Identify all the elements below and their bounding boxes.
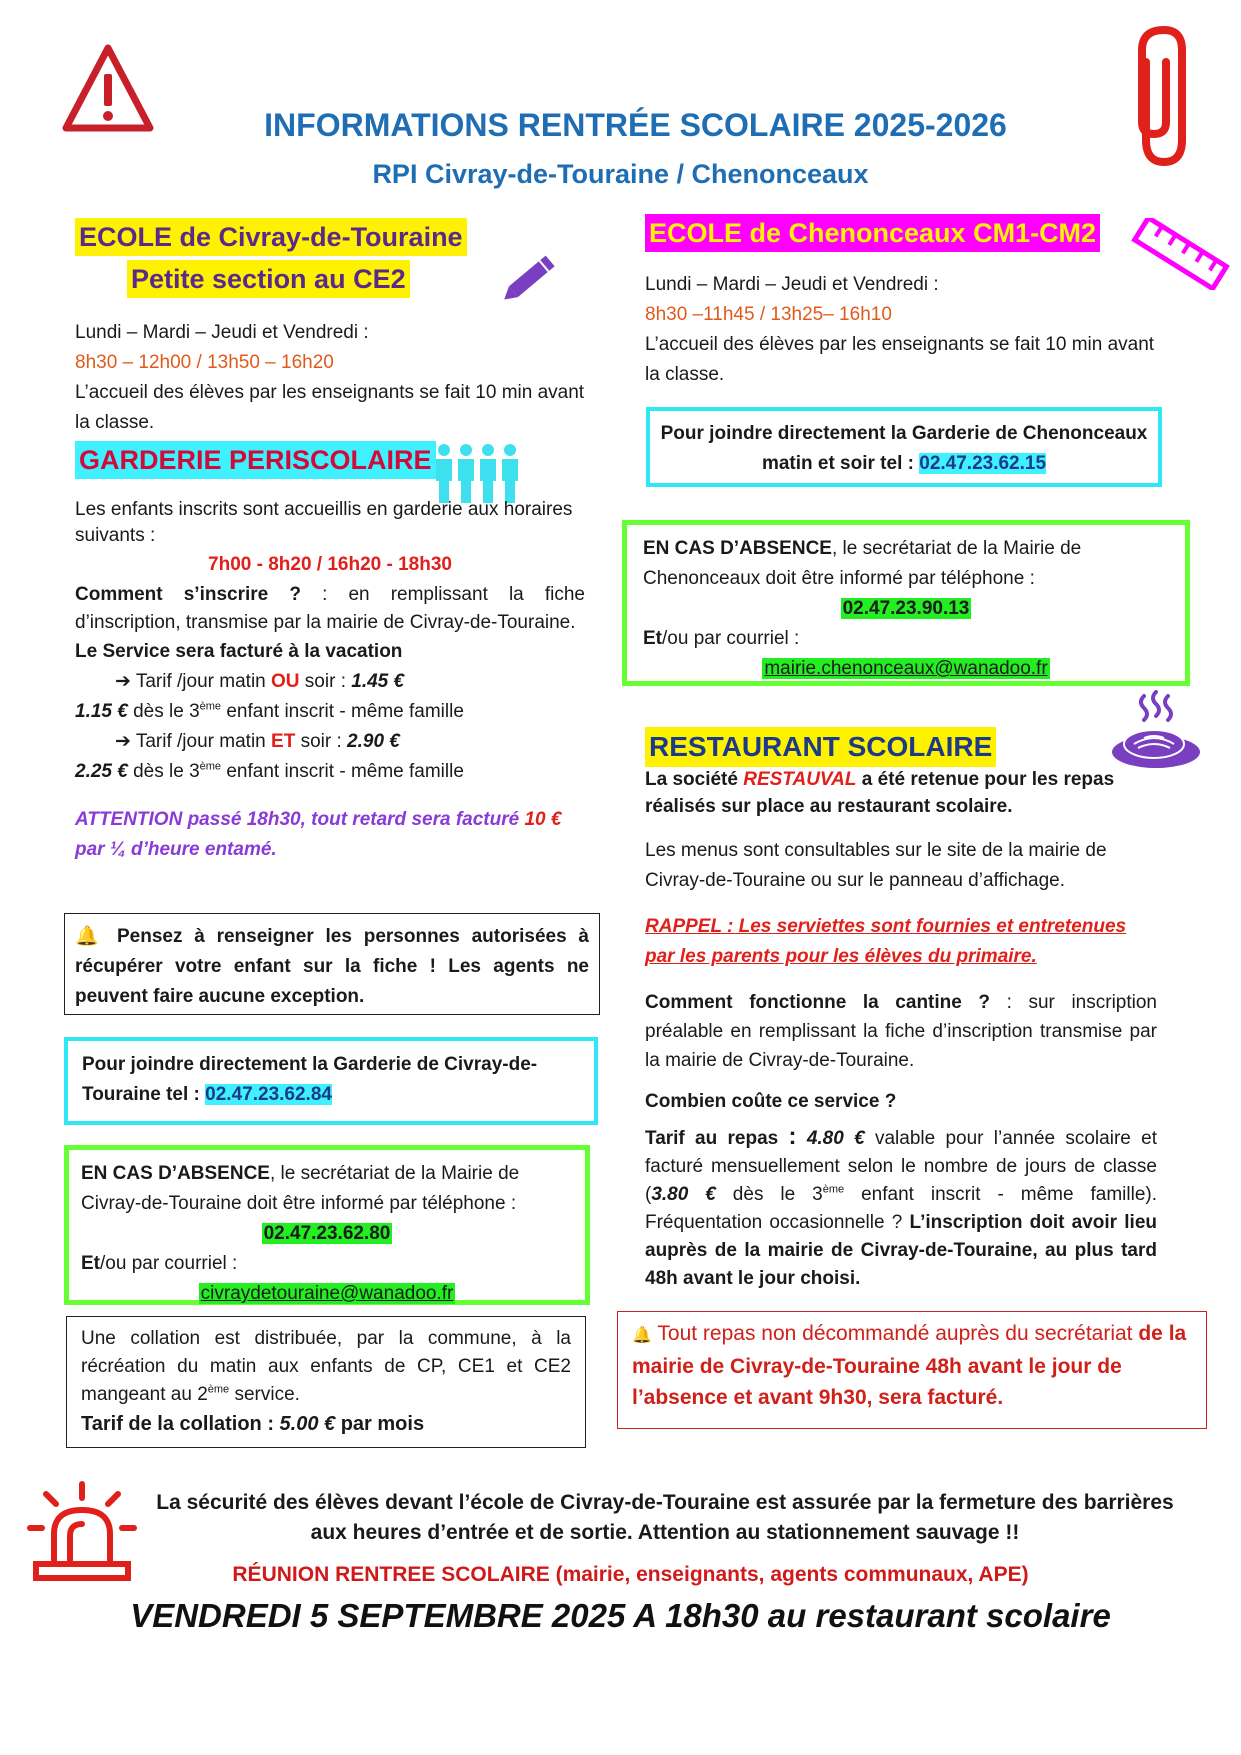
food-icon: [1108, 690, 1202, 770]
chenonceaux-absence-phone[interactable]: 02.47.23.90.13: [842, 598, 970, 619]
authorized-persons-text: Pensez à renseigner les personnes autorisées à récupérer votre enfant sur la fiche ! Les agents ne peuvent faire aucune exception.: [75, 926, 589, 1007]
collation-text: Une collation est distribuée, par la commune, à la récréation du matin aux enfants de CP, CE1 et CE2 mangeant au 2: [81, 1328, 571, 1405]
restaurant-company-pre: La société: [645, 769, 744, 790]
chenonceaux-days: Lundi – Mardi – Jeudi et Vendredi :: [645, 274, 939, 295]
page-title: INFORMATIONS RENTRÉE SCOLAIRE 2025-2026: [264, 107, 1007, 143]
civray-welcome: L’accueil des élèves par les enseignants se fait 10 min avant la classe.: [75, 382, 585, 433]
collation-sup: ème: [207, 1383, 230, 1396]
civray-garderie-contact: [64, 1037, 598, 1125]
attention-text: ATTENTION passé 18h30, tout retard sera facturé: [75, 809, 525, 830]
garderie-intro: Les enfants inscrits sont accueillis en garderie aux horaires suivants :: [75, 499, 573, 546]
chenonceaux-absence-text: , le secrétariat de la Mairie de Chenonceaux doit être informé par téléphone :: [643, 538, 1082, 589]
cantine-cost-question: Combien coûte ce service ?: [645, 1091, 897, 1112]
chenonceaux-garderie-phone[interactable]: 02.47.23.62.15: [919, 453, 1047, 474]
security-line1: La sécurité des élèves devant l’école de Civray-de-Touraine est assurée par la fermeture des barrières: [156, 1491, 1174, 1514]
collation-tarif-label: Tarif de la collation :: [81, 1413, 280, 1435]
civray-garderie-text: Pour joindre directement la Garderie de Civray-de-Touraine tel :: [82, 1054, 538, 1105]
cantine-tarif-bold: L’inscription doit avoir lieu auprès de la mairie de Civray-de-Touraine, au plus tard 48h avant le jour choisi.: [645, 1212, 1157, 1289]
chenonceaux-absence-label: EN CAS D’ABSENCE: [643, 538, 832, 559]
arrow-right-icon: ➔: [115, 731, 136, 752]
civray-school-subheading: Petite section au CE2: [127, 260, 410, 298]
attention-post: par ¼ d’heure entamé.: [75, 839, 277, 860]
civray-garderie-phone[interactable]: 02.47.23.62.84: [205, 1084, 332, 1105]
page-subtitle: RPI Civray-de-Touraine / Chenonceaux: [372, 159, 869, 189]
meeting-date: VENDREDI 5 SEPTEMBRE 2025 A 18h30 au restaurant scolaire: [130, 1597, 1111, 1634]
garderie-billing: Le Service sera facturé à la vacation: [75, 641, 403, 662]
cantine-tarif-price: 4.80 €: [806, 1128, 865, 1149]
chenonceaux-email-label-b: Et: [643, 628, 662, 649]
civray-days: Lundi – Mardi – Jeudi et Vendredi :: [75, 322, 369, 343]
garderie-how-text: : en remplissant la fiche d’inscription, transmise par la mairie de Civray-de-Touraine.: [75, 584, 585, 633]
chenonceaux-email-link[interactable]: mairie.chenonceaux@wanadoo.fr: [764, 658, 1048, 679]
cantine-tarif-text3: enfant inscrit - même famille). Fréquentation occasionnelle ?: [645, 1184, 1157, 1233]
collation-box: [66, 1316, 586, 1448]
chenonceaux-absence-box: [622, 520, 1190, 686]
meeting-line: RÉUNION RENTREE SCOLAIRE (mairie, enseignants, agents communaux, APE): [232, 1563, 1029, 1586]
attention-price: 10 €: [524, 809, 562, 830]
pencil-icon: [500, 248, 562, 306]
rappel-line2: par les parents pour les élèves du primaire.: [645, 946, 1037, 967]
tarif1-ou: OU: [271, 671, 300, 692]
garderie-hours: 7h00 - 8h20 / 16h20 - 18h30: [208, 554, 452, 575]
bell-icon: 🔔: [632, 1327, 652, 1344]
collation-post: service.: [229, 1384, 300, 1405]
tarif1b-price: 1.15 €: [75, 701, 128, 722]
cantine-tarif-text2: dès le 3: [715, 1184, 823, 1205]
cantine-tarif-label: Tarif au repas: [645, 1128, 789, 1149]
tarif1b-sup: ème: [199, 700, 222, 713]
cantine-tarif-price2: 3.80 €: [651, 1184, 716, 1205]
garderie-how-label: Comment s’inscrire ?: [75, 584, 301, 605]
cantine-tarif-colon: :: [788, 1123, 797, 1150]
garderie-heading: GARDERIE PERISCOLAIRE: [75, 441, 436, 479]
chenonceaux-garderie-contact: [646, 407, 1162, 487]
paperclip-icon: [1128, 22, 1194, 172]
tarif1-mid: soir :: [299, 671, 352, 692]
collation-tarif-post: par mois: [335, 1413, 425, 1435]
cantine-how-label: Comment fonctionne la cantine ?: [645, 992, 991, 1013]
restaurant-menus: Les menus sont consultables sur le site de la mairie de Civray-de-Touraine ou sur le panneau d’affichage.: [645, 840, 1107, 891]
chenonceaux-garderie-text: Pour joindre directement la Garderie de Chenonceaux matin et soir tel :: [660, 423, 1148, 474]
cancel-notice-bold: de la mairie de Civray-de-Touraine 48h avant le jour de l’absence et avant 9h30, sera facturé.: [632, 1322, 1187, 1409]
civray-email-label-b: Et: [81, 1253, 100, 1274]
cantine-tarif-text: valable pour l’année scolaire et facturé mensuellement selon le nombre de jours de classe (: [645, 1128, 1157, 1205]
tarif2b-post: enfant inscrit - même famille: [221, 761, 464, 782]
collation-tarif-price: 5.00 €: [279, 1413, 336, 1435]
cantine-tarif-sup: ème: [822, 1183, 845, 1196]
tarif2b-price: 2.25 €: [75, 761, 128, 782]
restaurant-company: RESTAUVAL: [743, 769, 857, 790]
rappel-line1: RAPPEL : Les serviettes sont fournies et entretenues: [645, 916, 1127, 937]
cancel-notice-plain: Tout repas non décommandé auprès du secrétariat: [657, 1322, 1133, 1345]
cantine-how-text: : sur inscription préalable en remplissant la fiche d’inscription transmise par la mairie de Civray-de-Touraine.: [645, 992, 1157, 1071]
civray-email-label: /ou par courriel :: [100, 1253, 238, 1274]
chenonceaux-welcome: L’accueil des élèves par les enseignants se fait 10 min avant la classe.: [645, 334, 1155, 385]
restaurant-company-post: a été retenue pour les repas réalisés sur place au restaurant scolaire.: [645, 769, 1115, 817]
tarif1b-post: enfant inscrit - même famille: [221, 701, 464, 722]
people-icon: [432, 443, 522, 505]
chenonceaux-hours: 8h30 –11h45 / 13h25– 16h10: [645, 304, 892, 325]
tarif1-price: 1.45 €: [351, 671, 405, 692]
tarif2-price: 2.90 €: [347, 731, 400, 752]
tarif2b-pre: dès le 3: [127, 761, 200, 782]
arrow-right-icon: ➔: [115, 671, 136, 692]
civray-absence-label: EN CAS D’ABSENCE: [81, 1163, 270, 1184]
security-line2: aux heures d’entrée et de sortie. Attention au stationnement sauvage !!: [310, 1521, 1020, 1544]
tarif2-label: Tarif /jour matin: [135, 731, 272, 752]
chenonceaux-school-heading: ECOLE de Chenonceaux CM1-CM2: [645, 214, 1100, 252]
tarif2-et: ET: [271, 731, 296, 752]
tarif2b-sup: ème: [199, 760, 222, 773]
civray-absence-text: , le secrétariat de la Mairie de Civray-de-Touraine doit être informé par téléphone :: [81, 1163, 520, 1214]
tarif2-mid: soir :: [295, 731, 348, 752]
restaurant-heading: RESTAURANT SCOLAIRE: [645, 727, 996, 767]
civray-absence-phone[interactable]: 02.47.23.62.80: [263, 1223, 391, 1244]
tarif1-label: Tarif /jour matin: [135, 671, 272, 692]
meal-cancel-notice: [617, 1311, 1207, 1429]
tarif1b-pre: dès le 3: [127, 701, 200, 722]
civray-school-heading: ECOLE de Civray-de-Touraine: [75, 218, 467, 256]
civray-absence-box: [64, 1145, 590, 1305]
authorized-persons-notice: [64, 913, 600, 1015]
civray-email-link[interactable]: civraydetouraine@wanadoo.fr: [200, 1283, 454, 1304]
chenonceaux-email-label: /ou par courriel :: [662, 628, 800, 649]
bell-icon: 🔔: [75, 926, 106, 947]
civray-hours: 8h30 – 12h00 / 13h50 – 16h20: [75, 352, 334, 373]
